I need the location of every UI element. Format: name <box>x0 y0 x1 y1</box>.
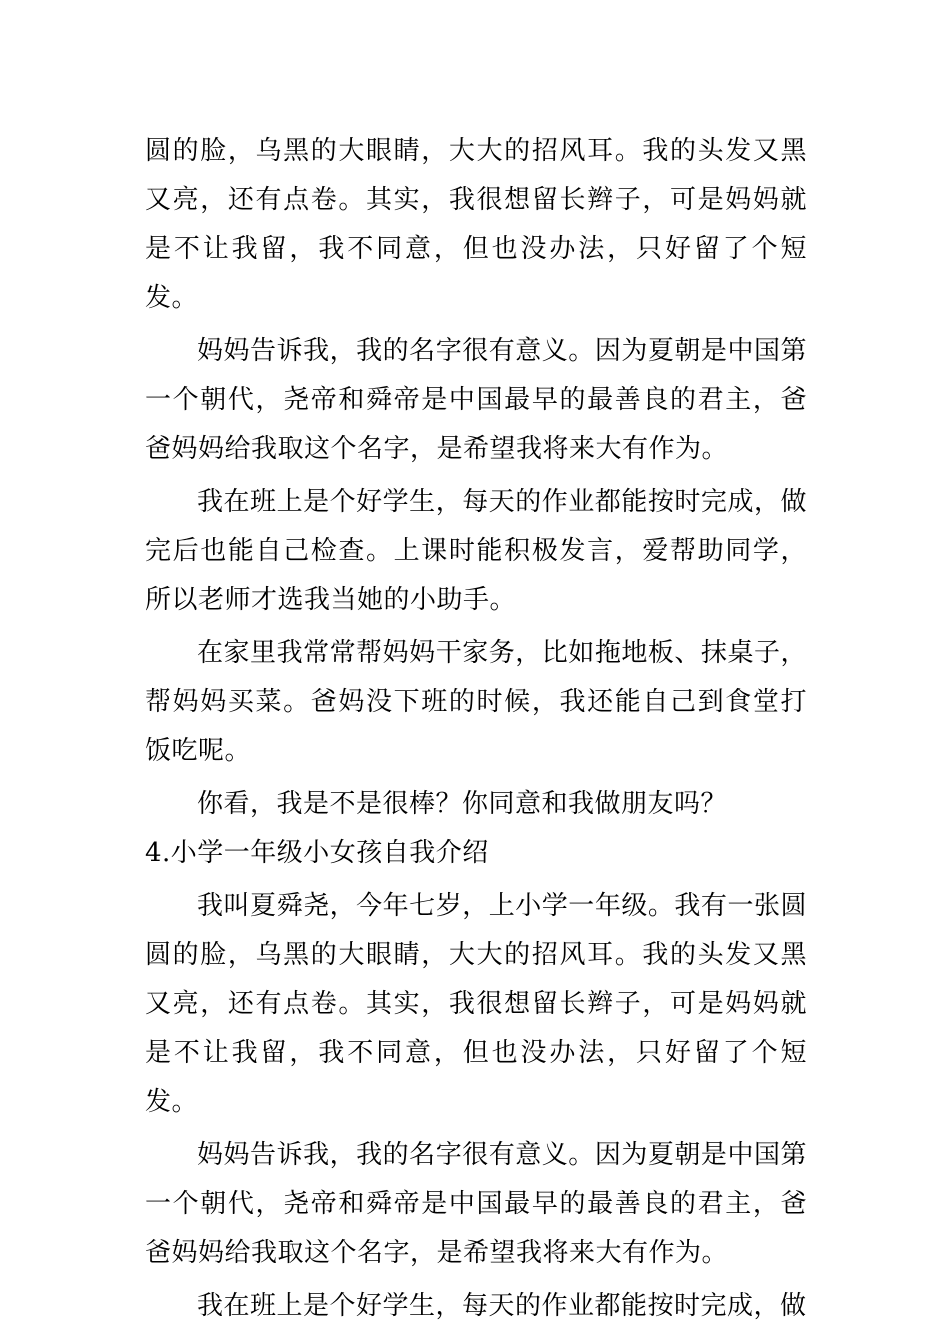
paragraph: 在家里我常常帮妈妈干家务，比如拖地板、抹桌子，帮妈妈买菜。爸妈没下班的时候，我还能自己到食堂打饭吃呢。 <box>145 638 807 766</box>
paragraph-continuation: 圆的脸，乌黑的大眼睛，大大的招风耳。我的头发又黑又亮，还有点卷。其实，我很想留长辫子，可是妈妈就是不让我留，我不同意，但也没办法，只好留了个短发。 <box>145 136 807 313</box>
paragraph: 我在班上是个好学生，每天的作业都能按时完成，做完后也能自己检查。上课时能积极发言，爱帮助同学，所以老师才选我当她的小助手。 <box>145 487 807 615</box>
paragraph: 我叫夏舜尧，今年七岁，上小学一年级。我有一张圆圆的脸，乌黑的大眼睛，大大的招风耳。我的头发又黑又亮，还有点卷。其实，我很想留长辫子，可是妈妈就是不让我留，我不同意，但也没办法，只好留了个短发。 <box>145 891 807 1117</box>
paragraph: 妈妈告诉我，我的名字很有意义。因为夏朝是中国第一个朝代，尧帝和舜帝是中国最早的最善良的君主，爸爸妈妈给我取这个名字，是希望我将来大有作为。 <box>145 1140 807 1268</box>
section-heading: 4.小学一年级小女孩自我介绍 <box>145 838 489 868</box>
paragraph: 妈妈告诉我，我的名字很有意义。因为夏朝是中国第一个朝代，尧帝和舜帝是中国最早的最善良的君主，爸爸妈妈给我取这个名字，是希望我将来大有作为。 <box>145 336 807 464</box>
paragraph: 我在班上是个好学生，每天的作业都能按时完成，做 <box>197 1291 807 1321</box>
document-body <box>145 127 807 1331</box>
paragraph: 你看，我是不是很棒？你同意和我做朋友吗？ <box>197 789 728 819</box>
